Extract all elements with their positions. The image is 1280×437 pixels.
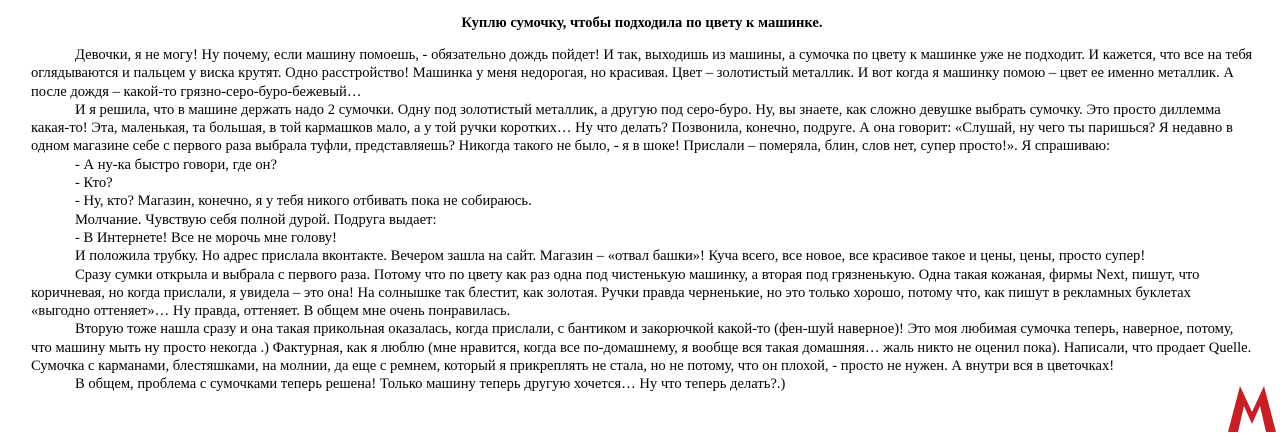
dialogue-line: - В Интернете! Все не морочь мне голову!: [75, 229, 337, 246]
dialogue-line: - А ну-ка быстро говори, где он?: [75, 156, 277, 173]
article: [31, 14, 1253, 394]
paragraph: Сразу сумки открыла и выбрала с первого раза. Потому что по цвету как раз одна под чистенькую машинку, а вторая под грязненькую. Одна такая кожаная, фирмы Next, пишут, что коричневая, но когда прислали, я увидела – это она! На солнышке так блестит, как золотая. Ручки правда черненькие, но это только хорошо, потому что, как пишут в рекламных буклетах «выгодно оттеняет»… Ну правда, оттеняет. В общем мне очень понравилась.: [31, 266, 1200, 320]
paragraph: Вторую тоже нашла сразу и она такая прикольная оказалась, когда прислали, с бантиком и закорючкой какой-то (фен-шуй наверное)! Это моя любимая сумочка теперь, наверное, потому, что машину мыть ну просто некогда .) Фактурная, как я люблю (мне нравится, когда все по-домашнему, я вообще вся такая домашняя… жаль никто не оценил пока). Написали, что продает Quelle. Сумочка с карманами, блестяшками, на молнии, да еще с ремнем, который я прикреплять не стала, но не потому, что он плохой, - просто не нужен. А внутри вся в цветочках!: [31, 321, 1252, 375]
paragraph: Девочки, я не могу! Ну почему, если машину помоешь, - обязательно дождь пойдет! И так, выходишь из машины, а сумочка по цвету к машинке уже не подходит. И кажется, что все на тебя оглядываются и пальцем у виска крутят. Одно расстройство! Машинка у меня недорогая, но красивая. Цвет – золотистый металлик. И вот когда я машинку помою – цвет ее именно металлик. А после дождя – какой-то грязно-серо-буро-бежевый…: [31, 47, 1253, 100]
m-letter-logo-icon: [1226, 382, 1278, 432]
article-title: Куплю сумочку, чтобы подходила по цвету к машинке.: [461, 15, 823, 31]
dialogue-line: - Ну, кто? Магазин, конечно, я у тебя никого отбивать пока не собираюсь.: [75, 193, 532, 210]
paragraph: И положила трубку. Но адрес прислала вконтакте. Вечером зашла на сайт. Магазин – «отвал башки»! Куча всего, все новое, все красивое такое и цены, цены, просто супер!: [75, 248, 1146, 265]
article-body: [31, 46, 1253, 394]
dialogue-line: - Кто?: [75, 175, 113, 192]
paragraph: В общем, проблема с сумочками теперь решена! Только машину теперь другую хочется… Ну что теперь делать?.): [75, 376, 786, 393]
dialogue-line: Молчание. Чувствую себя полной дурой. Подруга выдает:: [75, 211, 437, 228]
paragraph: И я решила, что в машине держать надо 2 сумочки. Одну под золотистый металлик, а другую под серо-буро. Ну, вы знаете, как сложно девушке выбрать сумочку. Это просто диллемма какая-то! Эта, маленькая, та большая, в той кармашков мало, а у той ручки коротких… Ну что делать? Позвонила, конечно, подруге. А она говорит: «Слушай, ну чего ты паришься? Я недавно в одном магазине себе с первого раза выбрала туфли, представляешь? Никогда такого не было, - я в шоке! Прислали – померяла, блин, слов нет, супер просто!». Я спрашиваю:: [31, 101, 1233, 155]
